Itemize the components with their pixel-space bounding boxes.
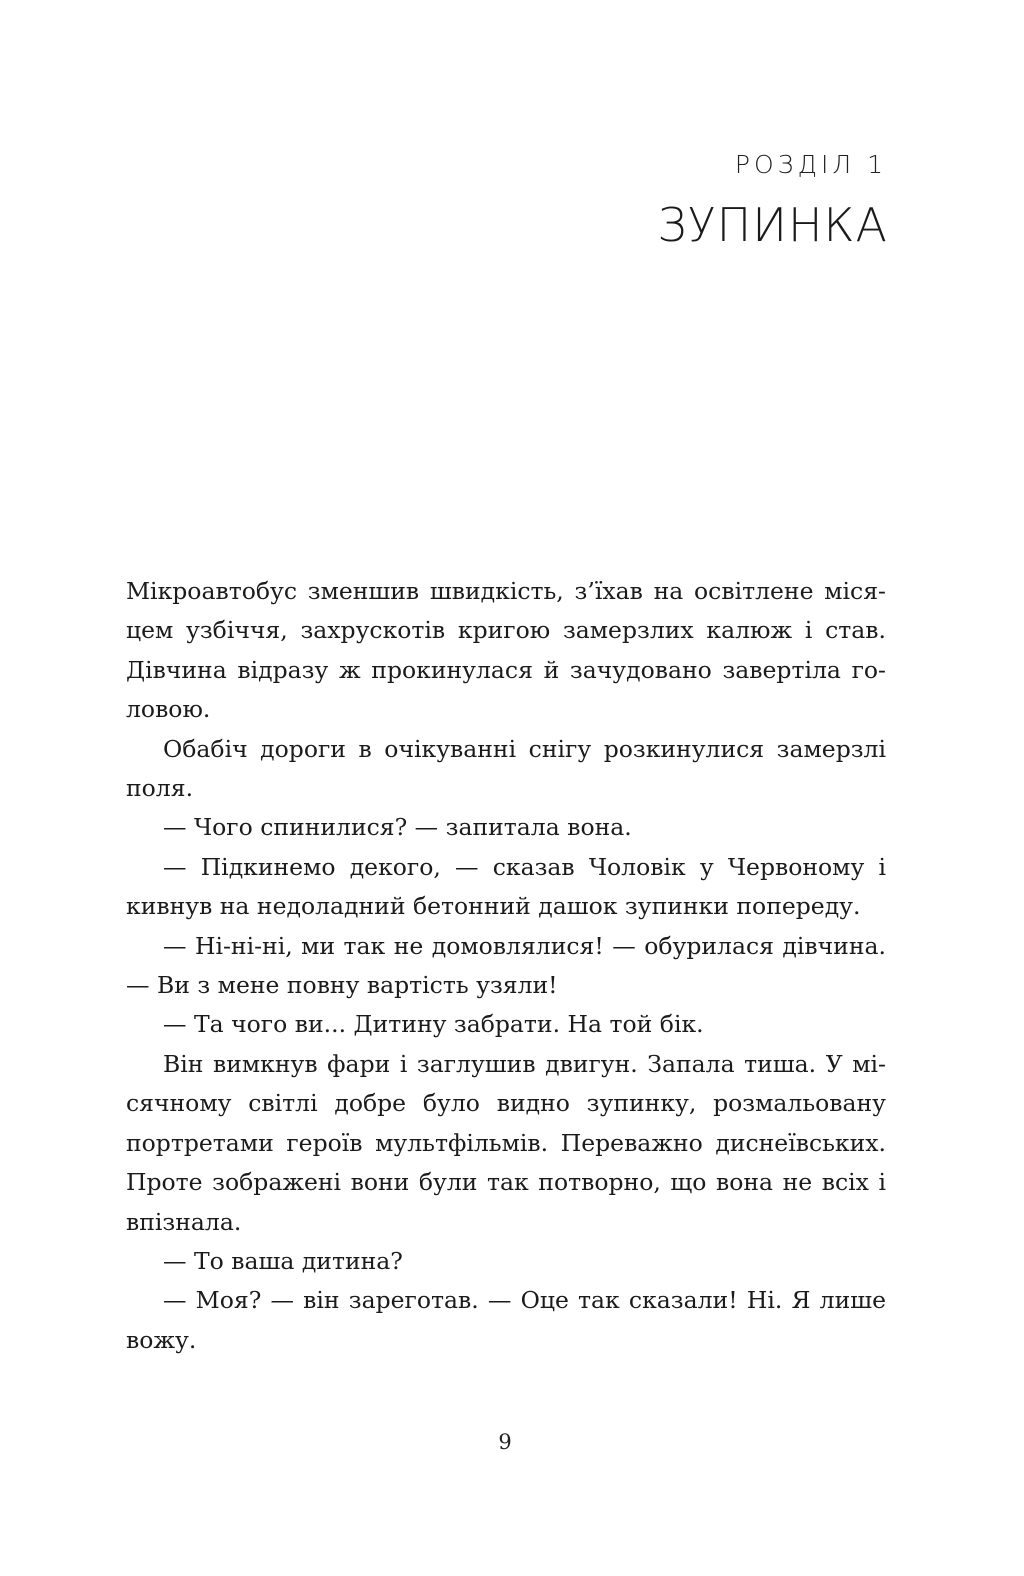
chapter-body [126, 572, 886, 1360]
paragraph: Він вимкнув фари і заглушив двигун. Запала тиша. У місячному світлі добре було видно зупинку, розмальовану портретами героїв мультфільмів. Переважно диснеївських. Проте зображені вони були так потворно, що вона не всіх і впізнала. [126, 1049, 886, 1236]
chapter-label: РОЗДІЛ 1 [734, 150, 887, 179]
page-number: 9 [498, 1430, 512, 1454]
paragraph: Обабіч дороги в очікуванні снігу розкинулися замерзлі поля. [126, 734, 886, 803]
dialogue-line: — Моя? — він зареготав. — Оце так сказали! Ні. Я лише вожу. [126, 1286, 886, 1354]
dialogue-line: — Та чого ви... Дитину забрати. На той бік. [163, 1010, 704, 1039]
paragraph: Мікроавтобус зменшив швидкість, з’їхав на освітлене місяцем узбіччя, захрускотів кригою замерзлих калюж і став. Дівчина відразу ж прокинулася й зачудовано завертіла головою. [126, 577, 886, 724]
dialogue-line: — Чого спинилися? — запитала вона. [163, 813, 632, 842]
chapter-title: ЗУПИНКА [657, 198, 888, 252]
dialogue-line: — Ні-ні-ні, ми так не домовлялися! — обурилася дівчина. — Ви з мене повну вартість узяли! [126, 931, 886, 1000]
dialogue-line: — Підкинемо декого, — сказав Чоловік у Червоному і кивнув на недоладний бетонний дашок зупинки попереду. [126, 852, 886, 921]
dialogue-line: — То ваша дитина? [163, 1246, 403, 1275]
